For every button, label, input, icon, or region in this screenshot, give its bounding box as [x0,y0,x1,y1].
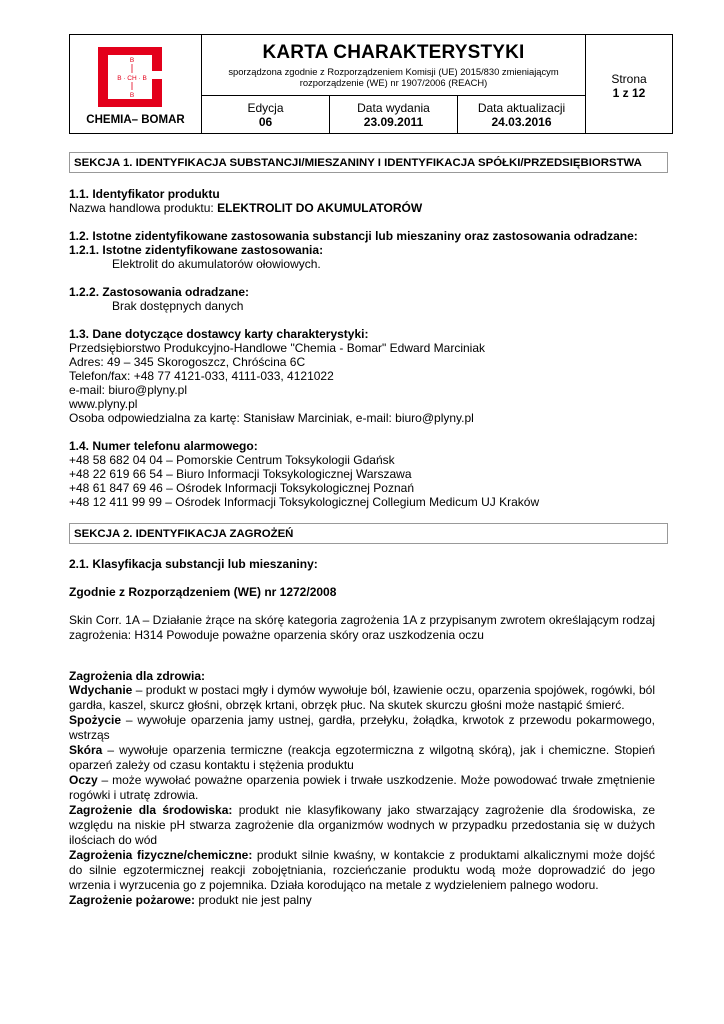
eyes-text: – może wywołać poważne oparzenia powiek i trwałe uszkodzenie. Może powodować trwałe zmętnienie rogówki i utratę zdrowia. [69,773,655,802]
s13-title: 1.3. Dane dotyczące dostawcy karty charakterystyki: [69,327,369,341]
hazards-body [69,683,655,908]
fire-hazard-label: Zagrożenie pożarowe: [69,893,196,907]
emergency-phone-line: +48 22 619 66 54 – Biuro Informacji Toksykologicznej Warszawa [69,467,412,481]
s14-title: 1.4. Numer telefonu alarmowego: [69,439,258,453]
s121-text: Elektrolit do akumulatorów ołowiowych. [112,257,321,271]
document-subtitle-1: sporządzona zgodnie z Rozporządzeniem Komisji (UE) 2015/830 zmieniającym [228,66,559,77]
environment-label: Zagrożenie dla środowiska: [69,803,233,817]
section-1-heading: SEKCJA 1. IDENTYFIKACJA SUBSTANCJI/MIESZANINY I IDENTYFIKACJA SPÓŁKI/PRZEDSIĘBIORSTWA [69,152,668,173]
update-date-cell [458,95,585,133]
emergency-phone-line: +48 61 847 69 46 – Ośrodek Informacji Toksykologicznej Poznań [69,481,414,495]
eyes-label: Oczy [69,773,98,787]
skin-corr-paragraph: Skin Corr. 1A – Działanie żrące na skórę kategoria zagrożenia 1A z przypisanym zwrotem określającym rodzaj zagrożenia: H314 Powoduje poważne oparzenia skóry oraz uszkodzenia oczu [69,613,655,642]
product-name-value: ELEKTROLIT DO AKUMULATORÓW [217,201,423,215]
svg-text:B: B [129,57,135,64]
regulation-title: Zgodnie z Rozporządzeniem (WE) nr 1272/2008 [69,585,337,599]
s11-line [69,201,422,216]
physical-hazards-label: Zagrożenia fizyczne/chemiczne: [69,848,253,862]
skin-text: – wywołuje oparzenia termiczne (reakcja egzotermiczna z wilgotną skórą), jak i chemiczne. Stopień oparzeń zależy od czasu kontaktu i stężenia produktu [69,743,655,772]
document-subtitle-2: rozporządzenie (WE) nr 1907/2006 (REACH) [299,77,488,88]
page-number: 1 z 12 [612,86,646,100]
ingestion-paragraph [69,713,655,743]
eyes-paragraph [69,773,655,803]
s121-title: 1.2.1. Istotne zidentyfikowane zastosowania: [69,243,324,257]
physical-hazards-paragraph [69,848,655,893]
fire-hazard-text: produkt nie jest palny [195,893,312,907]
document-title: KARTA CHARAKTERYSTYKI [262,42,525,63]
page-cell [586,35,672,133]
company-logo [98,47,162,107]
update-date-label: Data aktualizacji [477,101,566,115]
s12-title: 1.2. Istotne zidentyfikowane zastosowania substancji lub mieszaniny oraz zastosowania odradzane: [69,229,638,243]
health-hazards-title: Zagrożenia dla zdrowia: [69,669,206,683]
skin-label: Skóra [69,743,103,757]
company-name: CHEMIA– BOMAR [86,114,185,126]
page-label: Strona [611,72,647,86]
inhalation-label: Wdychanie [69,683,133,697]
s122-title: 1.2.2. Zastosowania odradzane: [69,285,250,299]
inhalation-paragraph [69,683,655,713]
supplier-line: Przedsiębiorstwo Produkcyjno-Handlowe "Chemia - Bomar" Edward Marciniak [69,341,486,355]
supplier-line: Osoba odpowiedzialna za kartę: Stanisław Marciniak, e-mail: biuro@plyny.pl [69,411,474,425]
edition-value: 06 [258,115,273,129]
title-cell [202,35,586,133]
supplier-line: Adres: 49 – 345 Skorogoszcz, Chróścina 6C [69,355,306,369]
physical-hazards-text: produkt silnie kwaśny, w kontakcie z produktami alkalicznymi może dojść do silnie egzotermicznej reakcji zobojętniania, rozcieńczanie produktu wodą może doprowadzić do jego wrzenia i wyrzucenia go z pojemnika. Działa korodująco na metale z wydzieleniem palnego wodoru. [69,848,655,892]
document-header [69,34,673,134]
supplier-line: Telefon/fax: +48 77 4121-033, 4111-033, 4121022 [69,369,334,383]
inhalation-text: – produkt w postaci mgły i dymów wywołuje ból, łzawienie oczu, oparzenia spojówek, rogówki, ból gardła, kaszel, skurcz głośni, obrzęk krtani, obrzęk płuc. Na skutek skurczu głośni może nastąpić śmierć. [69,683,655,712]
ingestion-text: – wywołuje oparzenia jamy ustnej, gardła, przełyku, żołądka, krwotok z przewodu pokarmowego, wstrząs [69,713,655,742]
issue-date-cell [330,95,458,133]
svg-text:B · CH · B: B · CH · B [117,75,147,82]
skin-paragraph [69,743,655,773]
s21-title: 2.1. Klasyfikacja substancji lub mieszaniny: [69,557,318,571]
environment-text: produkt nie klasyfikowany jako stwarzający zagrożenie dla środowiska, ze względu na niskie pH stwarza zagrożenie dla organizmów wodnych w przypadku przedostania się w dużych ilościach do wód [69,803,655,847]
update-date-value: 24.03.2016 [491,115,552,129]
emergency-phone-line: +48 12 411 99 99 – Ośrodek Informacji Toksykologicznej Collegium Medicum UJ Kraków [69,495,540,509]
fire-hazard-paragraph [69,893,655,908]
issue-date-label: Data wydania [357,101,430,115]
supplier-email-link[interactable]: e-mail: biuro@plyny.pl [69,383,188,397]
issue-date-value: 23.09.2011 [363,115,424,129]
ingestion-label: Spożycie [69,713,122,727]
supplier-website-link[interactable]: www.plyny.pl [69,397,138,411]
environment-paragraph [69,803,655,848]
s11-title: 1.1. Identyfikator produktu [69,187,220,201]
edition-cell [202,95,330,133]
edition-label: Edycja [247,101,284,115]
product-name-label: Nazwa handlowa produktu: [69,201,218,215]
emergency-phone-line: +48 58 682 04 04 – Pomorskie Centrum Toksykologii Gdańsk [69,453,395,467]
logo-cell [70,35,202,133]
svg-text:B: B [129,92,135,99]
section-2-heading: SEKCJA 2. IDENTYFIKACJA ZAGROŻEŃ [69,523,668,544]
s122-text: Brak dostępnych danych [112,299,244,313]
